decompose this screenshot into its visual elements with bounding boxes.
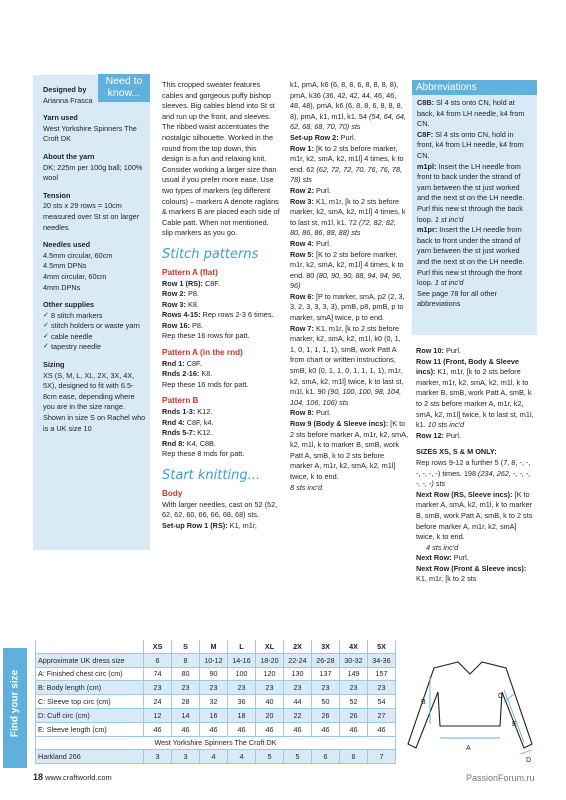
abbrev-italic: 1 st inc'd	[434, 278, 464, 288]
row-text: K1, m1r,	[227, 520, 257, 530]
abbrev-def: Sl 4 sts onto CN, hold in front, k4 from LH needle, k4 from CN.	[417, 129, 524, 160]
pattern-note: Rep these 16 rnds for patt.	[162, 379, 249, 389]
size-cell: 6	[312, 750, 340, 764]
start-knitting-heading: Start knitting...	[162, 468, 260, 483]
size-cell: 23	[256, 681, 284, 695]
size-cell: 44	[284, 695, 312, 709]
designed-heading: Designed by	[43, 85, 87, 94]
size-table	[35, 640, 396, 764]
row-italic: 10 sts inc'd	[427, 420, 465, 430]
garment-diagram	[400, 646, 540, 768]
size-cell: 46	[144, 722, 172, 736]
needle-item: 4.5mm DPNs	[43, 261, 87, 271]
size-cell: 46	[256, 722, 284, 736]
size-cell: 24	[144, 695, 172, 709]
row-italic: (72, 82, 82, 80, 86, 86, 88, 88)	[290, 217, 396, 238]
row-text: [K to 2 sts before marker, m1r, k2, smA, k2, m1l] 4 times, k to end. 62	[290, 143, 404, 174]
row-label: Next Row (Front & Sleeve incs):	[416, 563, 527, 573]
pattern-row	[162, 369, 280, 380]
row-text: Purl.	[313, 185, 331, 195]
size-cell: 3	[144, 750, 172, 764]
size-cell: 46	[200, 722, 228, 736]
abbrev-term: C8F:	[417, 129, 434, 139]
pattern-note: Rep these 8 rnds for patt.	[162, 449, 245, 459]
row-label-cell: C: Sleeve top circ (cm)	[36, 695, 144, 709]
row-text: K12.	[195, 407, 213, 417]
abbrev-item	[417, 130, 532, 162]
row-label: Set-up Row 2:	[290, 132, 339, 142]
size-cell: 34-36	[368, 653, 396, 667]
pattern-row	[162, 428, 280, 439]
sizing-value: XS (S, M, L, XL, 2X, 3X, 4X, 5X), designed to fit with 6.5-8cm ease, depending where you are in the size range. Shown in size S on Rachel who is a UK size 10	[43, 370, 146, 433]
size-cell: 22	[284, 708, 312, 722]
pattern-note: Rep these 16 rows for patt.	[162, 331, 250, 341]
row-label: Row 16:	[162, 320, 190, 330]
abbrev-item	[417, 225, 532, 289]
table-row	[36, 708, 396, 722]
size-cell: XL	[256, 640, 284, 653]
yarn-row-label: West Yorkshire Spinners The Croft DK	[36, 736, 396, 750]
row-label: Row 5:	[290, 249, 314, 259]
row-text: P8.	[189, 320, 203, 330]
size-cell: 157	[368, 667, 396, 681]
diagram-label-d: D	[526, 757, 532, 764]
size-cell: 14	[172, 708, 200, 722]
row-label: Row 1 (RS):	[162, 278, 203, 288]
row-label: Row 11 (Front, Body & Sleeve incs):	[416, 356, 519, 377]
supply-item: ✓ cable needle	[43, 332, 147, 343]
size-cell: 6	[340, 750, 368, 764]
table-row	[36, 722, 396, 736]
row-label: Rows 4-15:	[162, 310, 201, 320]
row-italic: (234, 262, -, -, -, -, -, -)	[416, 468, 531, 489]
size-cell: 46	[312, 722, 340, 736]
supplies-heading: Other supplies	[43, 300, 95, 310]
row-label: Next Row (RS, Sleeve incs):	[416, 489, 513, 499]
size-cell: 46	[228, 722, 256, 736]
size-cell: S	[172, 640, 200, 653]
row-italic: sts	[337, 397, 349, 407]
size-cell: 80	[172, 667, 200, 681]
size-cell: 8	[172, 653, 200, 667]
size-cell: 90	[200, 667, 228, 681]
need-to-know-box	[33, 75, 150, 550]
pattern-row	[290, 408, 408, 419]
row-text: Purl.	[313, 408, 331, 418]
pattern-row	[290, 250, 408, 292]
row-text: K12.	[195, 428, 213, 438]
pattern-b-heading: Pattern B	[162, 396, 199, 406]
size-cell: 46	[172, 722, 200, 736]
size-cell: 26	[312, 708, 340, 722]
pattern-row	[290, 324, 408, 409]
row-text: C8F.	[202, 278, 220, 288]
size-cell: 130	[284, 667, 312, 681]
column-3	[416, 346, 534, 585]
pattern-row	[162, 418, 280, 429]
row-text: Purl.	[338, 132, 356, 142]
size-cell: M	[200, 640, 228, 653]
row-label: Rnds 2-16:	[162, 369, 200, 379]
row-label: Rnds 1-3:	[162, 407, 196, 417]
pattern-row	[162, 289, 280, 300]
column-2	[290, 80, 408, 493]
row-text: K8.	[185, 299, 199, 309]
size-cell: 23	[228, 681, 256, 695]
size-cell: 20	[256, 708, 284, 722]
abbrev-def: Sl 4 sts onto CN, hold at back, k4 from LH needle, k4 from CN.	[417, 98, 525, 129]
table-row	[36, 695, 396, 709]
pattern-row	[416, 357, 534, 431]
abbrev-term: m1pr:	[417, 225, 438, 235]
abbrev-term: m1pl:	[417, 161, 437, 171]
needle-item: 4mm DPNs	[43, 282, 81, 292]
size-cell: 3X	[312, 640, 340, 653]
page-number: 18	[33, 772, 44, 782]
size-cell: 5	[256, 750, 284, 764]
size-cell: 12	[144, 708, 172, 722]
needle-item: 4.5mm circular, 60cm	[43, 250, 113, 260]
row-label: Row 9 (Body & Sleeve incs):	[290, 419, 389, 428]
size-cell: 54	[368, 695, 396, 709]
size-cell: 18	[228, 708, 256, 722]
size-cell: 22-24	[284, 653, 312, 667]
abbreviations-heading: Abbreviations	[412, 80, 537, 95]
row-label: Row 8:	[290, 408, 314, 418]
row-text: C8F.	[184, 358, 202, 368]
row-label-cell: A: Finished chest circ (cm)	[36, 667, 144, 681]
need-line-1: Need to	[105, 75, 143, 87]
size-cell: 18-20	[256, 653, 284, 667]
tension-heading: Tension	[43, 190, 71, 200]
row-italic: sts	[349, 228, 361, 238]
abbrev-def: Insert the LH needle from front to back under the strand of yarn between the st just worked and the next st on the LH needle. Purl this new st through the back loop.	[417, 161, 525, 224]
abbrev-see: See page 78 for all other abbreviations	[417, 288, 497, 309]
diagram-label-e: E	[512, 721, 517, 728]
column-1	[162, 80, 280, 531]
row-label-cell: Approximate UK dress size	[36, 653, 144, 667]
pattern-row	[162, 439, 280, 450]
yarn-row	[36, 736, 396, 750]
row-label: Row 3:	[290, 196, 314, 206]
size-cell: 26-28	[312, 653, 340, 667]
abbrev-item	[417, 162, 532, 226]
designer-name: Arianna Frasca	[43, 95, 93, 105]
size-cell: 6	[144, 653, 172, 667]
size-cell: 32	[200, 695, 228, 709]
diagram-label-c: C	[498, 693, 504, 700]
row-text: K1, m1r, [k to 2 sts before marker, k2, smA, k2, m1l] 4 times, k to last st, m1l, k1. 72	[290, 196, 406, 227]
pattern-row	[290, 419, 408, 483]
pattern-row	[162, 310, 280, 321]
row-text: K1, m1r, [k to 2 sts before marker, k2, smA, k2, m1l, k0 (0, 1, 1, 0, 1, 1, 1, 1), smB, work Patt A from chart or written instructions, smB, k0 (0, 1, 1, 0, 1, 1, 1, 1), m1r, k2, smA, k2, m1l] twice, k to last st, m1l, k1. 90	[290, 323, 404, 397]
sizes-heading: SIZES XS, S & M ONLY:	[416, 447, 497, 457]
size-cell: 36	[228, 695, 256, 709]
pattern-row	[416, 458, 534, 490]
size-cell: 27	[368, 708, 396, 722]
pattern-row	[416, 346, 534, 357]
abbrev-term: C8B:	[417, 98, 435, 107]
size-cell: 30-32	[340, 653, 368, 667]
size-cell: 23	[312, 681, 340, 695]
yarn-value: West Yorkshire Spinners The Croft DK	[43, 123, 137, 144]
row-label: Row 1:	[290, 143, 314, 153]
row-label: Next Row:	[416, 553, 452, 563]
pattern-row	[162, 321, 280, 332]
row-label: Row 12:	[416, 430, 444, 440]
row-label: Row 7:	[290, 323, 314, 333]
row-text: [K to 2 sts before marker, m1r, k2, smA, k2, m1l] 4 times, k to end. 80	[290, 249, 404, 280]
row-label: Set-up Row 1 (RS):	[162, 520, 228, 530]
find-your-size-tab	[3, 648, 27, 768]
row-italic: sts	[349, 122, 361, 132]
row-italic: sts	[300, 175, 312, 185]
size-cell: 40	[256, 695, 284, 709]
pattern-row	[162, 359, 280, 370]
row-italic: (90, 100, 100, 98, 104, 104, 106, 106)	[290, 387, 402, 407]
size-cell: 50	[312, 695, 340, 709]
pattern-a-flat-heading: Pattern A (flat)	[162, 267, 218, 277]
needle-item: 4mm circular, 60cm	[43, 271, 107, 281]
row-text: K1, m1r, [k to 2 sts	[416, 574, 477, 584]
row-text: Purl.	[443, 430, 462, 440]
pattern-row	[162, 521, 280, 532]
row-italic: 4 sts inc'd	[426, 542, 459, 552]
size-cell: 100	[228, 667, 256, 681]
abbrev-italic: 1 st inc'd	[434, 214, 464, 224]
row-label: Rnd 1:	[162, 358, 185, 368]
row-text: [K to marker A, smA, k2, m1l, k to marker B, smB, work Patt A, smB, k to 2 sts before marker A, m1r, k2, smA] twice, k to end.	[416, 489, 533, 542]
row-italic: (54, 64, 64, 62, 68, 68, 70, 70)	[290, 111, 407, 132]
abbreviations-box	[412, 80, 537, 335]
size-cell: 46	[284, 722, 312, 736]
row-text: K4, C8B.	[184, 438, 216, 448]
yarn-heading: Yarn used	[43, 113, 78, 123]
row-text: P8.	[185, 289, 199, 299]
size-cell: 23	[200, 681, 228, 695]
row-label: Row 6:	[290, 291, 314, 301]
row-label-cell: Harkland 266	[36, 750, 144, 764]
row-text: [K to 2 sts before marker A, m1r, k2, smA, k2, m1l, k to marker B, smB, work Patt A, smB, k to 2 sts before marker A, m1r, k2, smA, k2, m1l] twice, k to end.	[290, 419, 409, 481]
pattern-row	[416, 431, 534, 442]
size-cell: 4	[228, 750, 256, 764]
size-cell: XS	[144, 640, 172, 653]
row-label-cell: B: Body length (cm)	[36, 681, 144, 695]
size-cell: 46	[340, 722, 368, 736]
diagram-label-a: A	[466, 745, 471, 752]
size-cell: 28	[172, 695, 200, 709]
pattern-row	[290, 144, 408, 186]
row-label-cell: D: Cuff circ (cm)	[36, 708, 144, 722]
row-label: Rnd 4:	[162, 417, 185, 427]
row-text: K8.	[199, 369, 213, 379]
size-cell: 3	[172, 750, 200, 764]
size-cell: 5X	[368, 640, 396, 653]
size-cell: 4	[200, 750, 228, 764]
pattern-row	[290, 292, 408, 324]
row-text: Purl.	[443, 346, 462, 355]
abbrev-item	[417, 98, 532, 130]
pattern-row	[162, 407, 280, 418]
row-label: Rnds 5-7:	[162, 428, 196, 438]
site-link[interactable]: www.craftworld.com	[45, 773, 112, 782]
row-italic: (62, 72, 72, 70, 76, 76, 78, 78)	[290, 164, 402, 185]
row-label: Row 3:	[162, 299, 186, 309]
size-cell: 7	[368, 750, 396, 764]
table-row	[36, 653, 396, 667]
table-row	[36, 667, 396, 681]
size-cell: 23	[340, 681, 368, 695]
size-cell: 5	[284, 750, 312, 764]
pattern-row	[290, 239, 408, 250]
size-cell: L	[228, 640, 256, 653]
size-cell: 74	[144, 667, 172, 681]
pattern-row	[162, 279, 280, 290]
pattern-row	[290, 133, 408, 144]
row-italic: (80, 90, 90, 88, 94, 94, 96, 96)	[290, 270, 402, 291]
tension-value: 20 sts x 29 rows = 10cm measured over St st on larger needles	[43, 201, 140, 232]
table-row	[36, 681, 396, 695]
row-label-cell: E: Sleeve length (cm)	[36, 722, 144, 736]
sweater-outline-icon	[408, 662, 532, 748]
table-header-row	[36, 640, 396, 653]
body-text: With larger needles, cast on 52 (52, 62, 62, 60, 66, 66, 68, 68) sts.	[162, 499, 278, 520]
row-label: Rnd 8:	[162, 438, 185, 448]
row-text: Rep rows 2-3 6 times.	[200, 310, 274, 320]
size-cell: 10-12	[200, 653, 228, 667]
size-cell: 26	[340, 708, 368, 722]
size-cell: 16	[200, 708, 228, 722]
size-cell: 23	[172, 681, 200, 695]
pattern-row	[162, 300, 280, 311]
row-text: [P to marker, smA, p2 (2, 3, 3, 2, 3, 3, 3, 3), pmB, p8, pmB, p to marker, smA] twice, p to end.	[290, 291, 405, 323]
size-cell: 2X	[284, 640, 312, 653]
needles-heading: Needles used	[43, 240, 91, 250]
pattern-row	[290, 186, 408, 197]
row-text: Rep rows 9-12 a further 5 (7, 8, -, -, -, -, -, -) times. 198	[416, 457, 531, 478]
size-cell: 149	[340, 667, 368, 681]
row-label-cell	[36, 640, 144, 653]
supplies-list	[43, 311, 147, 353]
pattern-row	[416, 490, 534, 543]
diagram-label-b: B	[421, 699, 426, 706]
row-label: Row 4:	[290, 238, 314, 248]
watermark: PassionForum.ru	[466, 773, 535, 783]
size-cell: 52	[340, 695, 368, 709]
size-cell: 23	[368, 681, 396, 695]
size-cell: 14-16	[228, 653, 256, 667]
stitch-patterns-heading: Stitch patterns	[162, 246, 259, 262]
body-heading: Body	[162, 489, 183, 498]
pattern-row	[290, 197, 408, 239]
row-label: Row 2:	[162, 289, 186, 299]
about-value: DK; 225m per 100g ball; 100% wool	[43, 162, 143, 183]
intro-text: This cropped sweater features cables and gorgeous puffy bishop sleeves. Big cables blend into St st and run up the front, and sleeves. The ribbed waist accentuates the nostalgic silhouette. Worked in the round from the top down, this design is a fun and relaxing knit. Consider working a larger size than usual if you prefer more ease. Use two types of markers (eg different colours) – markers A denote raglans & markers B are placed each side of Cable patt. When not mentioned, slip markers as you go.	[162, 80, 280, 238]
row-italic: sts	[433, 479, 446, 489]
size-cell: 120	[256, 667, 284, 681]
about-heading: About the yarn	[43, 151, 95, 161]
size-cell: 137	[312, 667, 340, 681]
harkland-row	[36, 750, 396, 764]
size-cell: 46	[368, 722, 396, 736]
find-your-size-label: Find your size	[9, 669, 21, 738]
size-cell: 23	[144, 681, 172, 695]
row-label: Row 2:	[290, 185, 314, 195]
row-text: K1, m1r, [k to 2 sts before marker, m1r, k2, smA, k2, m1l, k to marker B, smB, work Patt A, smB, k to 2 sts before marker A, m1r, k2, smA, k2, m1l] twice, k to last st, m1l, k1.	[416, 367, 534, 430]
abbrev-def: Insert the LH needle from back to front under the strand of yarn between the st just worked and the next st on the LH needle. Purl this new st through the front loop.	[417, 225, 525, 288]
pattern-row	[416, 553, 534, 564]
need-line-2: know...	[107, 87, 141, 99]
supply-item: ✓ 8 stitch markers	[43, 311, 147, 322]
need-to-know-tab	[98, 74, 150, 102]
pattern-a-rnd-heading: Pattern A (in the rnd)	[162, 348, 243, 358]
row-italic: 8 sts inc'd	[290, 482, 323, 492]
row-label: Row 10:	[416, 346, 444, 355]
size-cell: 23	[284, 681, 312, 695]
pattern-row	[416, 564, 534, 585]
supply-item: ✓ tapestry needle	[43, 342, 147, 353]
pattern-row	[290, 80, 408, 133]
footer	[33, 772, 112, 782]
row-text: Purl.	[451, 553, 469, 563]
size-cell: 4X	[340, 640, 368, 653]
row-text: Purl.	[313, 238, 331, 248]
sizing-heading: Sizing	[43, 360, 65, 370]
supply-item: ✓ stitch holders or waste yarn	[43, 321, 147, 332]
row-text: C8F, k4.	[184, 417, 214, 427]
row-text: k1, pmA, k6 (6, 8, 8, 6, 8, 8, 8, 8), pmA, k36 (36, 42, 42, 44, 46, 46, 48, 48), pmA, k6 (6, 8, 8, 6, 8, 8, 8, 8), pmA, k1, m1l, k1. 54	[290, 80, 403, 121]
